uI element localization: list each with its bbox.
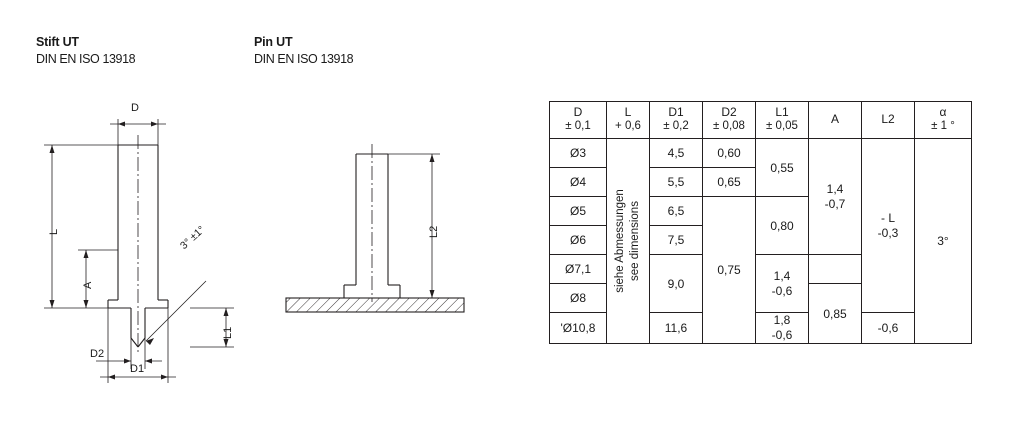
header-alpha-name: α <box>939 105 947 120</box>
header-cell-d2 <box>703 102 756 139</box>
cell-a-1-line2: -0,7 <box>824 196 846 211</box>
header-d2-tol: ± 0,08 <box>713 120 745 133</box>
cell-a-2-line2: -0,6 <box>771 283 793 298</box>
header-cell-d <box>550 102 607 139</box>
cell-d-1: Ø3 <box>550 139 607 168</box>
cell-alpha: 3° <box>915 139 972 344</box>
label-l2: L2 <box>428 225 440 238</box>
header-cell-alpha <box>915 102 972 139</box>
table-header-row <box>550 102 972 139</box>
header-d1-name: D1 <box>668 105 684 120</box>
cell-l-line1: siehe Abmessungen <box>614 189 627 293</box>
header-l-name: L <box>624 105 632 120</box>
cell-l-line2: see dimensions <box>629 201 641 281</box>
cell-a-3-line2: -0,6 <box>771 328 793 342</box>
cell-d-3: Ø5 <box>550 197 607 226</box>
cell-d2-2: 0,65 <box>703 168 756 197</box>
cell-d-5: Ø7,1 <box>550 255 607 284</box>
header-cell-l <box>607 102 650 139</box>
header-a-name: A <box>830 112 839 127</box>
label-d2: D2 <box>90 348 105 360</box>
cell-d2-merged: 0,75 <box>703 197 756 344</box>
header-d1-tol: ± 0,2 <box>663 120 689 133</box>
cell-d-4: Ø6 <box>550 226 607 255</box>
table-row <box>550 139 972 168</box>
cell-l2-2: -0,6 <box>862 313 915 344</box>
cell-d-7: 'Ø10,8 <box>550 313 607 344</box>
cell-d2-1: 0,60 <box>703 139 756 168</box>
header-d-tol: ± 0,1 <box>565 120 591 133</box>
cell-a-3 <box>756 313 809 344</box>
header-d-name: D <box>573 105 583 120</box>
pin-welded-view-drawing <box>280 130 470 330</box>
cell-d1-4: 7,5 <box>650 226 703 255</box>
header-l1-name: L1 <box>775 105 789 120</box>
header-cell-l1 <box>756 102 809 139</box>
cell-a-3-line1: 1,8 <box>773 313 791 327</box>
heading-right <box>254 34 353 68</box>
header-l1-tol: ± 0,05 <box>766 120 798 133</box>
header-d2-name: D2 <box>721 105 737 120</box>
cell-a-2-line1: 1,4 <box>773 268 791 283</box>
cell-a-1 <box>809 139 862 255</box>
header-l2-name: L2 <box>881 112 895 127</box>
heading-left-title: Stift UT <box>36 35 79 49</box>
heading-right-standard: DIN EN ISO 13918 <box>254 51 354 66</box>
pin-side-view-drawing <box>30 95 260 385</box>
label-a: A <box>82 281 94 289</box>
cell-l1-2: 0,80 <box>756 197 809 255</box>
header-alpha-tol: ± 1 ° <box>931 120 955 133</box>
cell-d1-3: 6,5 <box>650 197 703 226</box>
cell-d-6: Ø8 <box>550 284 607 313</box>
heading-right-title: Pin UT <box>254 35 293 49</box>
cell-d1-2: 5,5 <box>650 168 703 197</box>
pin-welded-view-svg <box>280 130 470 330</box>
label-l: L <box>48 228 60 235</box>
cell-d-2: Ø4 <box>550 168 607 197</box>
cell-l-merged <box>607 139 650 344</box>
header-cell-d1 <box>650 102 703 139</box>
cell-a-1-line1: 1,4 <box>826 181 844 196</box>
cell-d1-5: 9,0 <box>650 255 703 313</box>
label-d1: D1 <box>130 363 145 375</box>
cell-l1-1: 0,55 <box>756 139 809 197</box>
cell-l2-1 <box>862 139 915 313</box>
heading-left <box>36 34 135 68</box>
label-d: D <box>131 102 139 114</box>
cell-l2-1-line1: - L <box>880 210 895 225</box>
cell-l2-1-line2: -0,3 <box>877 225 899 240</box>
header-cell-l2 <box>862 102 915 139</box>
cell-a-2 <box>756 255 809 313</box>
header-l-tol: + 0,6 <box>615 120 641 133</box>
cell-d1-1: 4,5 <box>650 139 703 168</box>
cell-l-rotated-text <box>613 189 643 293</box>
heading-left-standard: DIN EN ISO 13918 <box>36 51 136 66</box>
cell-d1-7: 11,6 <box>650 313 703 344</box>
cell-l1-3: 0,85 <box>809 284 862 344</box>
header-cell-a <box>809 102 862 139</box>
label-l1: L1 <box>222 326 234 339</box>
pin-side-view-svg <box>30 95 260 385</box>
specification-table <box>549 101 972 344</box>
label-angle: 3° ±1° <box>178 223 208 252</box>
